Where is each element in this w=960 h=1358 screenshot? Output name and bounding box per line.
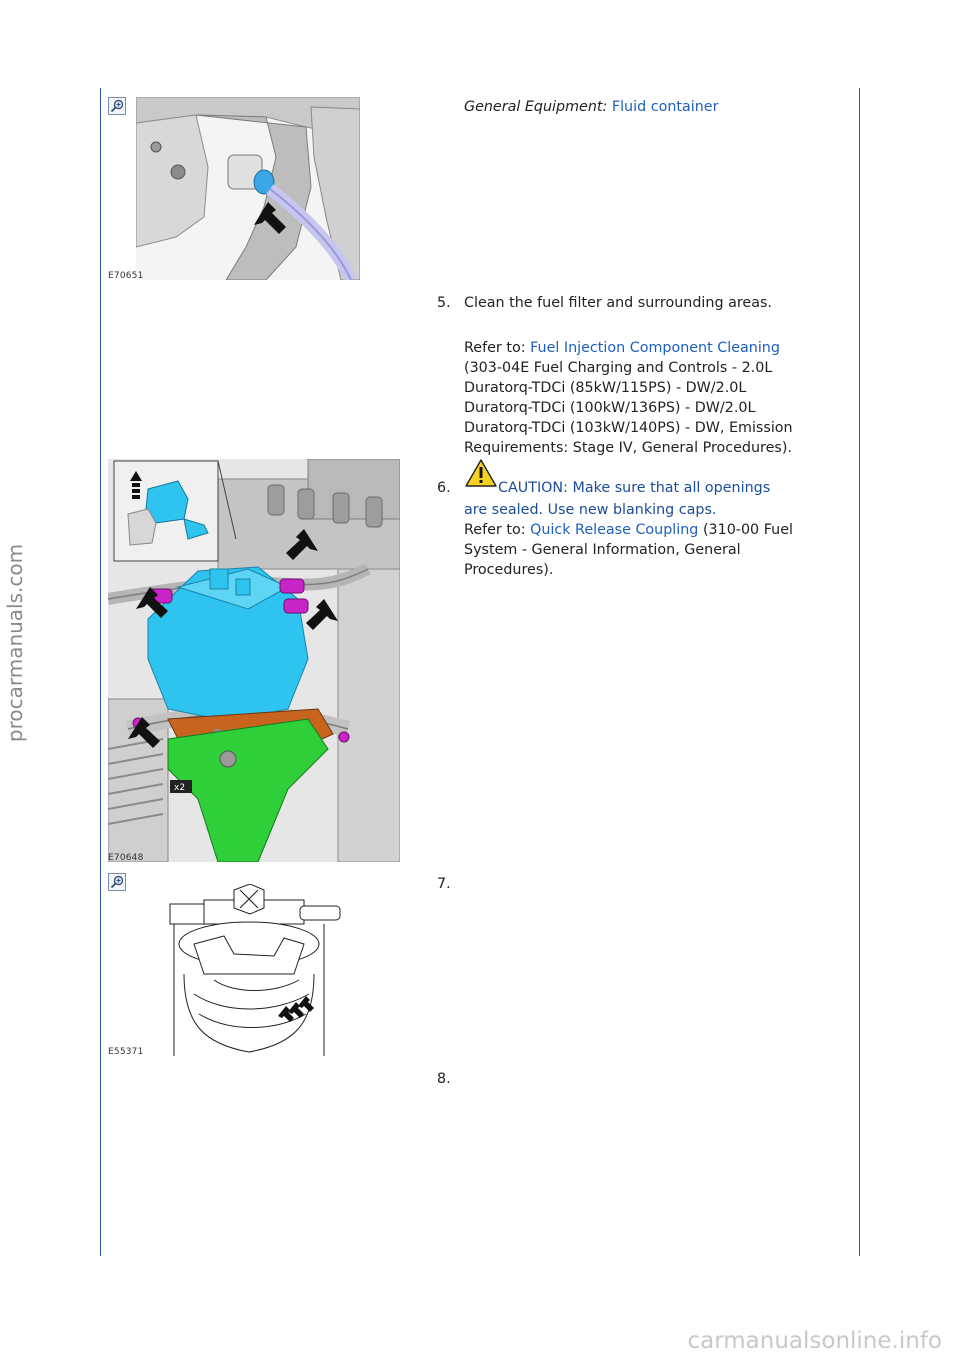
left-border-rule bbox=[100, 88, 101, 1256]
step-number: 8. bbox=[437, 1071, 451, 1087]
figure-fuel-hose-drain-image bbox=[136, 97, 360, 280]
step-5-reference bbox=[464, 338, 844, 458]
figure-fuel-filter-assembly-image bbox=[108, 459, 400, 862]
reference-line: Procedures). bbox=[464, 562, 554, 578]
reference-line: Duratorq-TDCi (85kW/115PS) - DW/2.0L bbox=[464, 380, 747, 396]
reference-line: Duratorq-TDCi (100kW/136PS) - DW/2.0L bbox=[464, 400, 756, 416]
caution-line-2: are sealed. Use new blanking caps. bbox=[464, 502, 717, 518]
caution-line-1: CAUTION: Make sure that all openings bbox=[498, 480, 771, 496]
step-6-caution bbox=[464, 458, 844, 580]
fluid-container-link[interactable]: Fluid container bbox=[611, 99, 719, 115]
general-equipment-line bbox=[464, 97, 718, 117]
quick-release-coupling-link[interactable]: Quick Release Coupling bbox=[530, 522, 699, 538]
reference-tail: (310-00 Fuel bbox=[702, 522, 793, 538]
bottom-watermark: carmanualsonline.info bbox=[687, 1328, 942, 1354]
figure-code-label: E70651 bbox=[108, 271, 144, 281]
step-number: 5. bbox=[437, 295, 451, 311]
zoom-plus-icon[interactable] bbox=[108, 97, 126, 115]
quantity-badge: x2 bbox=[174, 783, 186, 793]
refer-to-label: Refer to: bbox=[464, 522, 526, 538]
warning-triangle-icon bbox=[464, 458, 498, 494]
figure-filter-line-drawing-image bbox=[164, 884, 344, 1056]
fuel-injection-cleaning-link[interactable]: Fuel Injection Component Cleaning bbox=[530, 340, 780, 356]
figure-code-label: E55371 bbox=[108, 1047, 144, 1057]
step-5-instruction: Clean the fuel filter and surrounding areas. bbox=[464, 295, 772, 311]
right-border-rule bbox=[859, 88, 860, 1256]
reference-line: System - General Information, General bbox=[464, 542, 741, 558]
reference-line: Duratorq-TDCi (103kW/140PS) - DW, Emission bbox=[464, 420, 793, 436]
step-number: 6. bbox=[437, 480, 451, 496]
side-watermark: procarmanuals.com bbox=[3, 543, 27, 743]
reference-line: Requirements: Stage IV, General Procedures). bbox=[464, 440, 792, 456]
reference-line: (303-04E Fuel Charging and Controls - 2.0L bbox=[464, 360, 773, 376]
figure-code-label: E70648 bbox=[108, 853, 144, 863]
general-equipment-label: General Equipment: bbox=[464, 99, 608, 115]
step-number: 7. bbox=[437, 876, 451, 892]
refer-to-label: Refer to: bbox=[464, 340, 526, 356]
zoom-plus-icon[interactable] bbox=[108, 873, 126, 891]
